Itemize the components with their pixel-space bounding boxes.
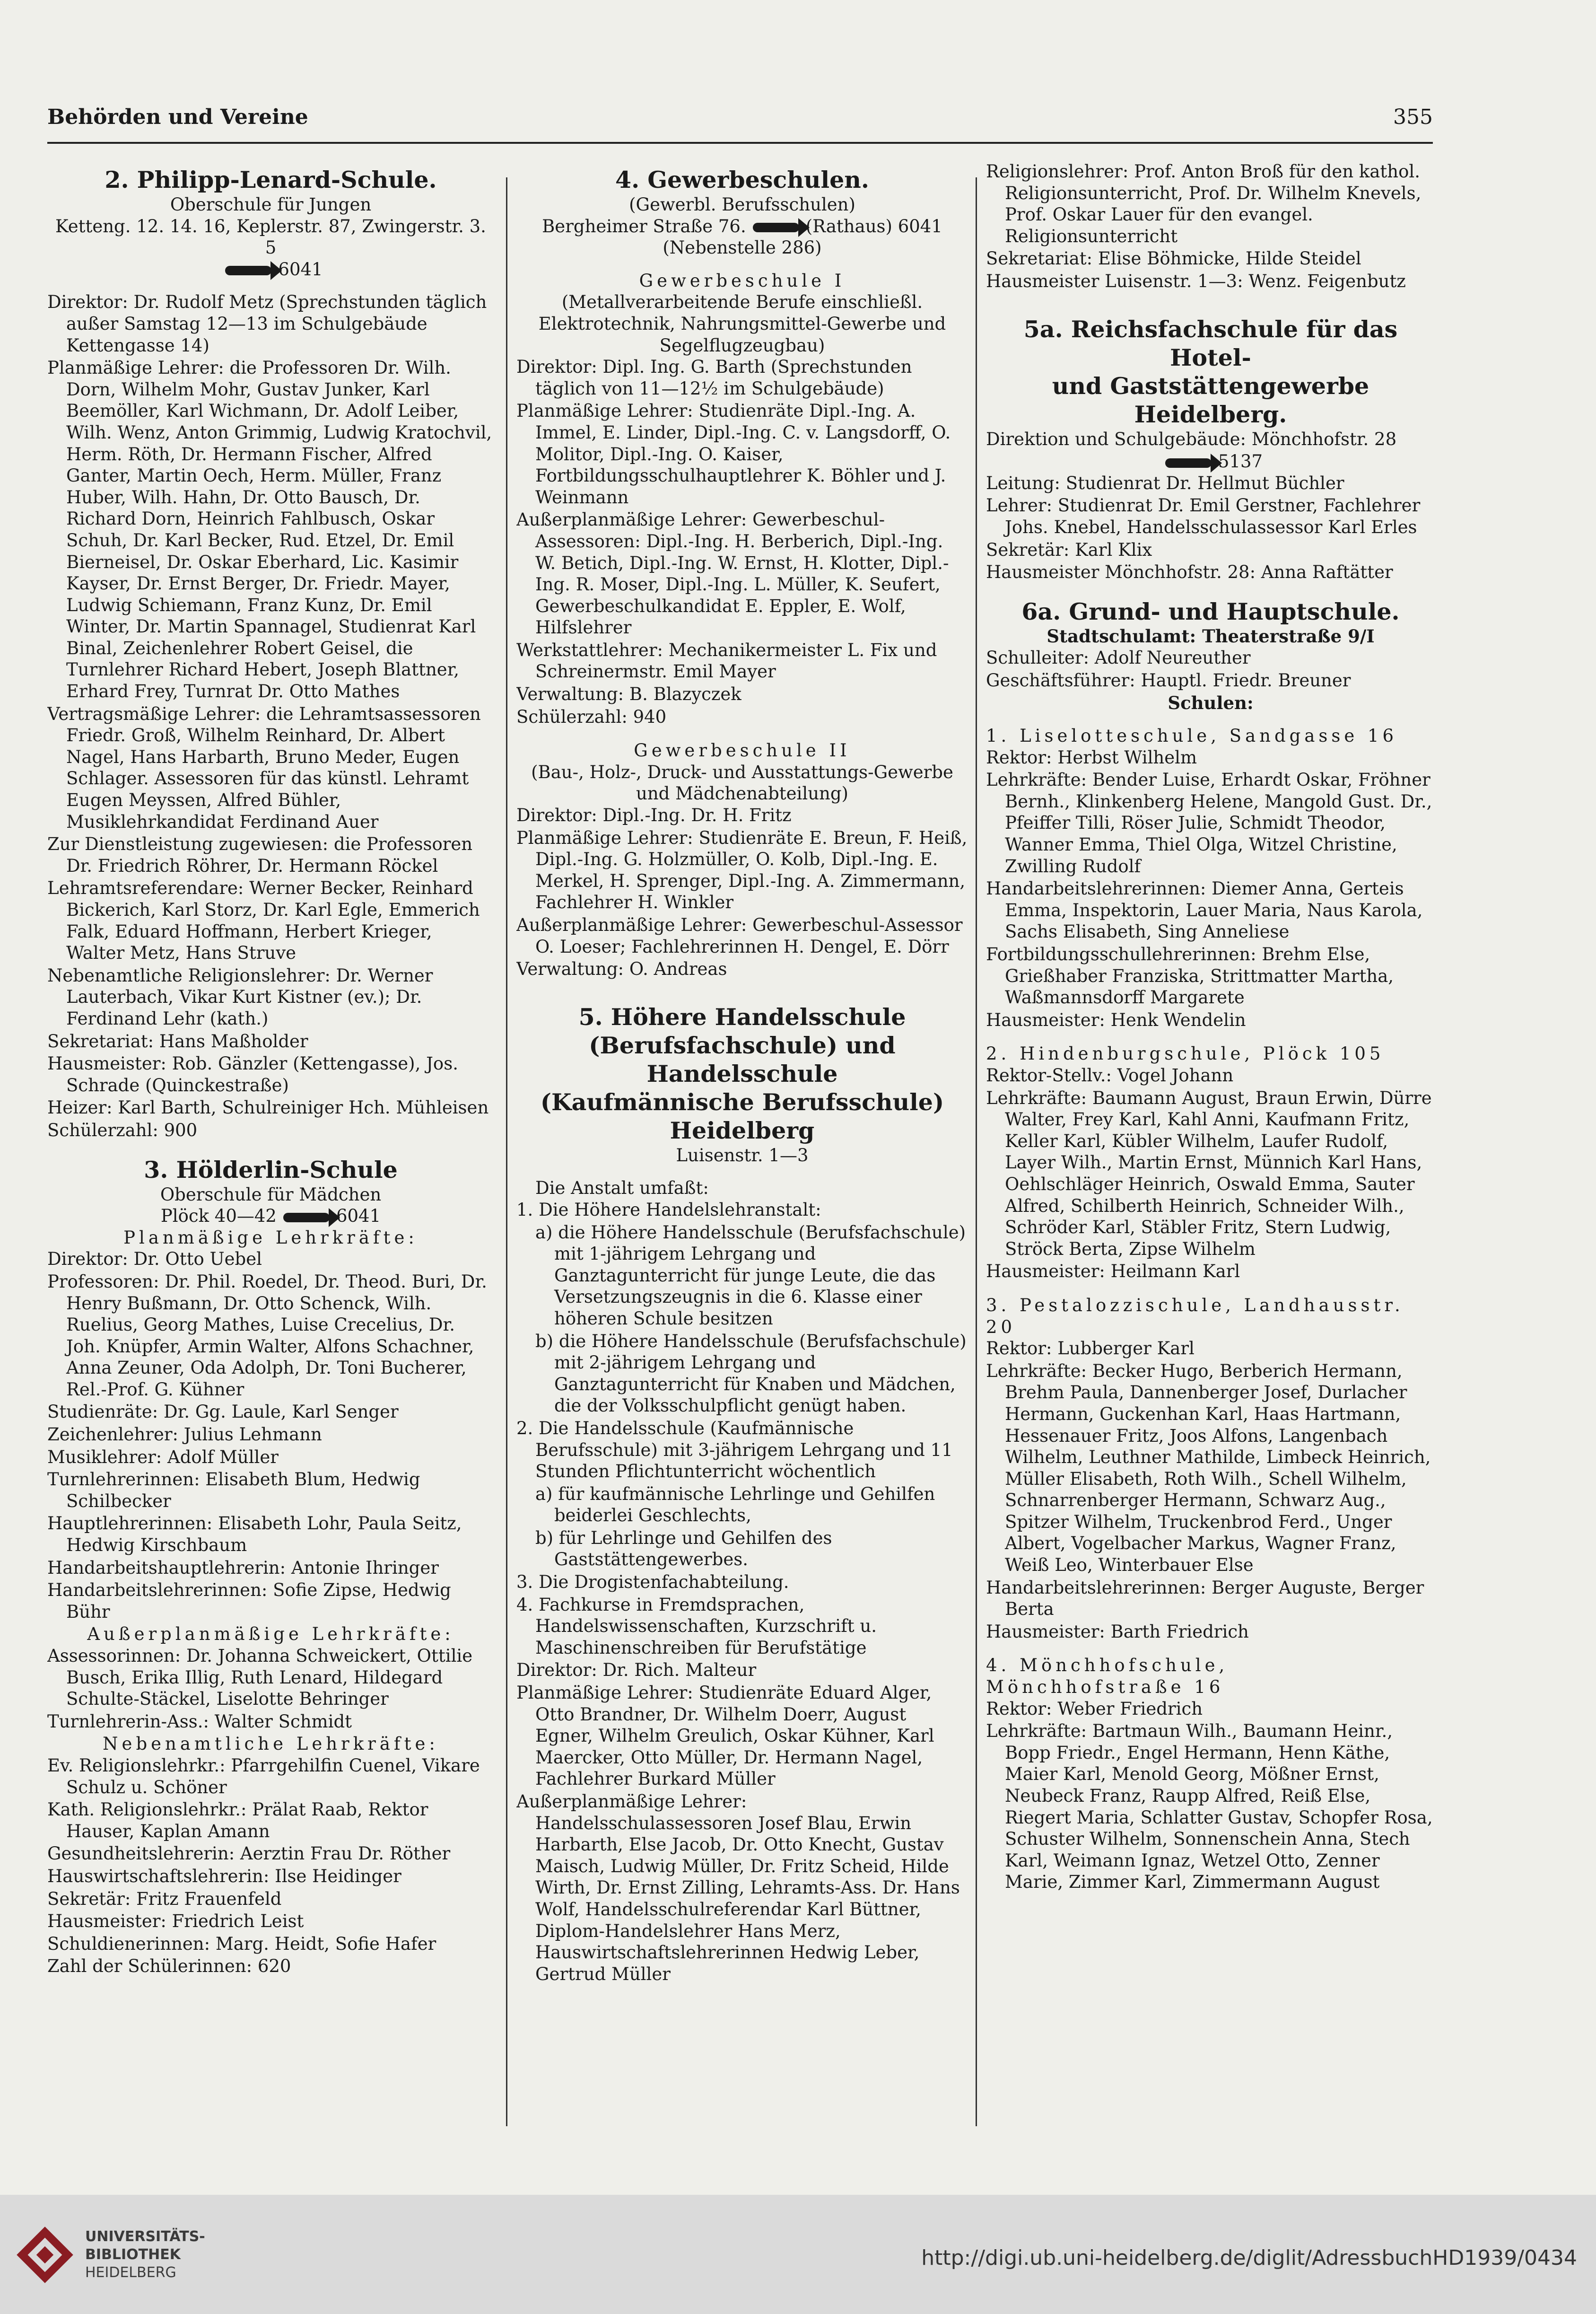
entry-caretaker: Hausmeister: Henk Wendelin [986, 1009, 1246, 1030]
subheading: Gewerbeschule I [639, 270, 846, 291]
column-divider [976, 177, 977, 2126]
column-right [986, 161, 1435, 2129]
subheading-desc: (Bau-, Holz-, Druck- und Ausstattungs-Gewerbe und Mädchenabteilung) [531, 762, 953, 804]
entry-secretary: Sekretär: Karl Klix [986, 539, 1152, 560]
list-item: 4. Fachkurse in Fremdsprachen, Handelswissenschaften, Kurzschrift u. Maschinenschreiben für Berufstätige [516, 1594, 877, 1658]
list-item: 1. Die Höhere Handelslehranstalt: [516, 1199, 821, 1220]
school-heading: 3. Pestalozzischule, Landhausstr. 20 [986, 1295, 1404, 1337]
entry-director: Direktor: Dipl. Ing. G. Barth (Sprechstunden täglich von 11—12½ im Schulgebäude) [516, 357, 912, 399]
entry-rector: Rektor-Stellv.: Vogel Johann [986, 1065, 1234, 1086]
entry-teachers: Lehrer: Studienrat Dr. Emil Gerstner, Fachlehrer Johs. Knebel, Handelsschulassessor Karl Erles [986, 495, 1421, 537]
entry-needlework: Handarbeitslehrerinnen: Diemer Anna, Gerteis Emma, Inspektorin, Lauer Maria, Naus Karola, Sachs Elisabeth, Sing Anneliese [986, 878, 1423, 942]
section-title: 6a. Grund- und Hauptschule. [1021, 597, 1400, 625]
section-title: 4. Gewerbeschulen. [615, 166, 869, 193]
school-address: Plöck 40—42 [160, 1206, 277, 1227]
entry-teachers: Lehrkräfte: Baumann August, Braun Erwin, Dürre Walter, Frey Karl, Kahl Anni, Kaufmann Fritz, Keller Karl, Kübler Wilhelm, Laufer Rudolf, Layer Wilh., Martin Ernst, Münnich Karl Hans, Oehlschläger Heinrich, Oswald Emma, Sauter Alfred, Schilberth Heinrich, Schneider Wilh., Schröder Karl, Stäbler Fritz, Stern Ludwig, Ströck Berta, Zipse Wilhelm [986, 1087, 1432, 1259]
entry-teachers: Lehrkräfte: Bender Luise, Erhardt Oskar, Fröhner Bernh., Klinkenberg Helene, Mangold Gust. Dr., Pfeiffer Tilli, Röser Julie, Schmidt Theodor, Wanner Emma, Thiel Olga, Witzel Christine, Zwilling Rudolf [986, 770, 1432, 877]
entry-rector: Rektor: Lubberger Karl [986, 1338, 1195, 1359]
entry-needlework: Handarbeitslehrerinnen: Berger Auguste, Berger Berta [986, 1577, 1424, 1620]
entry-religion: Religionslehrer: Prof. Anton Broß für den kathol. Religionsunterricht, Prof. Dr. Wilhelm Knevels, Prof. Oskar Lauer für den evangel. Religionsunterricht [986, 161, 1422, 246]
entry-teachers: Lehrkräfte: Bartmaun Wilh., Baumann Heinr., Bopp Friedr., Engel Hermann, Henn Käthe, Maier Karl, Menold Georg, Mößner Ernst, Neubeck Franz, Raupp Alfred, Reiß Else, Riegert Maria, Schlatter Gustav, Schopfer Rosa, Schuster Wilhelm, Sonnenschein Anna, Stech Karl, Weimann Ignaz, Wetzel Otto, Zenner Marie, Zimmer Karl, Zimmermann August [986, 1721, 1433, 1893]
entry-ev-religion: Ev. Religionslehrkr.: Pfarrgehilfin Cuenel, Vikare Schulz u. Schöner [47, 1755, 480, 1797]
page-header [47, 105, 1433, 138]
entry-director: Direktor: Dr. Otto Uebel [47, 1249, 262, 1270]
entry-teachers: Planmäßige Lehrer: die Professoren Dr. Wilh. Dorn, Wilhelm Mohr, Gustav Junker, Karl Beemöller, Karl Wichmann, Dr. Adolf Leiber, Wilh. Wenz, Anton Grimmig, Ludwig Kratochvil, Herm. Röth, Dr. Hermann Fischer, Alfred Ganter, Martin Oech, Herm. Müller, Franz Huber, Wilh. Hahn, Dr. Otto Bausch, Dr. Richard Dorn, Heinrich Fahlbusch, Oskar Schuh, Dr. Karl Becker, Rud. Etzel, Dr. Emil Bierneisel, Dr. Oskar Eberhard, Lic. Kasimir Kayser, Dr. Ernst Berger, Dr. Friedr. Mayer, Ludwig Schiemann, Franz Kunz, Dr. Emil Winter, Dr. Martin Spannagel, Studienrat Karl Binal, Zeichenlehrer Robert Geisel, die Turnlehrer Richard Hebert, Joseph Blattner, Erhard Frey, Turnrat Dr. Otto Mathes [47, 358, 492, 702]
entry-rector: Rektor: Herbst Wilhelm [986, 747, 1197, 768]
telephone-icon [1165, 458, 1212, 468]
phone-line [47, 1205, 494, 1227]
phone-number: 5137 [1218, 451, 1263, 472]
entry-caretaker: Hausmeister: Rob. Gänzler (Kettengasse), Jos. Schrade (Quinckestraße) [47, 1053, 458, 1096]
subheading: Schulen: [1168, 692, 1254, 713]
section-title: 2. Philipp-Lenard-Schule. [105, 166, 437, 193]
school-heading: 1. Liselotteschule, Sandgasse 16 [986, 726, 1398, 746]
intro-line: Die Anstalt umfaßt: [535, 1178, 709, 1199]
list-item: 3. Die Drogistenfachabteilung. [516, 1572, 789, 1593]
entry-manager: Geschäftsführer: Hauptl. Friedr. Breuner [986, 670, 1351, 691]
entry-leadership: Leitung: Studienrat Dr. Hellmut Büchler [986, 473, 1344, 493]
telephone-icon [225, 266, 271, 275]
phone-line [516, 216, 968, 237]
entry-director: Direktor: Dr. Rich. Malteur [516, 1660, 757, 1681]
section-title: und Gaststättengewerbe Heidelberg. [1052, 372, 1369, 428]
entry-gym: Turnlehrerinnen: Elisabeth Blum, Hedwig Schilbecker [47, 1469, 420, 1511]
branch-line: (Nebenstelle 286) [663, 237, 822, 258]
school-type: Oberschule für Jungen [170, 194, 372, 215]
phone-line [47, 259, 494, 280]
page-number: 355 [1393, 105, 1433, 129]
entry-caretaker: Hausmeister: Barth Friedrich [986, 1621, 1249, 1642]
school-heading: 4. Mönchhofschule, Mönchhofstraße 16 [986, 1655, 1229, 1698]
column-divider [506, 177, 507, 2126]
entry-drawing: Zeichenlehrer: Julius Lehmann [47, 1424, 322, 1445]
school-address: Bergheimer Straße 76. [542, 216, 746, 237]
section-title: 5a. Reichsfachschule für das Hotel- [1023, 315, 1398, 371]
entry-teachers: Planmäßige Lehrer: Studienräte E. Breun, F. Heiß, Dipl.-Ing. G. Holzmüller, O. Kolb, Dipl.-Ing. E. Merkel, H. Sprenger, Dipl.-Ing. A. Zimmermann, Fachlehrer H. Winkler [516, 827, 968, 913]
entry-secretariat: Sekretariat: Hans Maßholder [47, 1031, 308, 1052]
subheading: Außerplanmäßige Lehrkräfte: [87, 1624, 454, 1645]
school-office: Stadtschulamt: Theaterstraße 9/I [1047, 625, 1375, 647]
entry-teachers: Planmäßige Lehrer: Studienräte Eduard Alger, Otto Brandner, Dr. Wilhelm Doerr, August Egner, Wilhelm Greulich, Oskar Kühner, Karl Maercker, Otto Müller, Dr. Hermann Nagel, Fachlehrer Burkard Müller [516, 1683, 934, 1789]
entry-gym-assessor: Turnlehrerin-Ass.: Walter Schmidt [47, 1711, 352, 1732]
entry-health: Gesundheitslehrerin: Aerztin Frau Dr. Röther [47, 1843, 451, 1864]
library-name: UNIVERSITÄTS- BIBLIOTHEK HEIDELBERG [85, 2228, 205, 2281]
entry-admin: Verwaltung: O. Andreas [516, 959, 727, 980]
section-title: 5. Höhere Handelsschule [578, 1003, 906, 1031]
entry-head-teachers: Hauptlehrerinnen: Elisabeth Lohr, Paula Seitz, Hedwig Kirschbaum [47, 1513, 462, 1556]
school-address: Direktion und Schulgebäude: Mönchhofstr. 28 [986, 429, 1397, 449]
entry-heater: Heizer: Karl Barth, Schulreiniger Hch. Mühleisen [47, 1097, 489, 1118]
subheading-desc: (Metallverarbeitende Berufe einschließl. Elektrotechnik, Nahrungsmittel-Gewerbe und Segelflugzeugbau) [538, 292, 946, 356]
entry-contract-teachers: Vertragsmäßige Lehrer: die Lehramtsassessoren Friedr. Groß, Wilhelm Reinhard, Dr. Albert Nagel, Hans Harbarth, Bruno Meder, Eugen Schlager. Assessoren für das künstl. Lehramt Eugen Meyssen, Alfred Bühler, Musiklehrkandidat Ferdinand Auer [47, 703, 481, 832]
telephone-icon [283, 1213, 330, 1222]
section-title: (Kaufmännische Berufsschule) Heidelberg [540, 1088, 944, 1144]
entry-religion: Nebenamtliche Religionslehrer: Dr. Werner Lauterbach, Vikar Kurt Kistner (ev.); Dr. Ferdinand Lehr (kath.) [47, 965, 433, 1029]
entry-rector: Rektor: Weber Friedrich [986, 1698, 1203, 1719]
entry-professors: Professoren: Dr. Phil. Roedel, Dr. Theod. Buri, Dr. Henry Bußmann, Dr. Otto Schenck, Wilh. Ruelius, Georg Mathes, Luise Crecelius, Dr. Joh. Knüpfer, Armin Walter, Alfons Schachner, Anna Zeuner, Oda Adolph, Dr. Toni Bucherer, Rel.-Prof. G. Kühner [47, 1271, 487, 1400]
entry-continuation: Fortbildungsschullehrerinnen: Brehm Else, Grießhaber Franziska, Strittmatter Martha, Waßmannsdorff Margarete [986, 944, 1394, 1008]
entry-assessors: Assessorinnen: Dr. Johanna Schweickert, Ottilie Busch, Erika Illig, Ruth Lenard, Hildegard Schulte-Stäckel, Liselotte Behringer [47, 1646, 473, 1709]
entry-extra-teachers: Außerplanmäßige Lehrer: Gewerbeschul-Assessoren: Dipl.-Ing. H. Berberich, Dipl.-Ing. W. Betich, Dipl.-Ing. W. Ernst, H. Klotter, Dipl.-Ing. R. Moser, Dipl.-Ing. L. Müller, K. Seufert, Gewerbeschulkandidat E. Eppler, E. Wolf, Hilfslehrer [516, 509, 949, 638]
entry-secretary: Sekretär: Fritz Frauenfeld [47, 1888, 282, 1909]
entry-director: Direktor: Dr. Rudolf Metz (Sprechstunden täglich außer Samstag 12—13 im Schulgebäude Kettengasse 14) [47, 292, 487, 356]
school-heading: 2. Hindenburgschule, Plöck 105 [986, 1043, 1385, 1064]
university-library-logo [14, 2224, 76, 2286]
running-title: Behörden und Vereine [47, 105, 308, 129]
column-left [47, 161, 494, 2129]
school-address: Ketteng. 12. 14. 16, Keplerstr. 87, Zwingerstr. 3. 5 [55, 216, 486, 258]
entry-caretaker: Hausmeister: Friedrich Leist [47, 1911, 304, 1932]
entry-kath-religion: Kath. Religionslehrkr.: Prälat Raab, Rektor Hauser, Kaplan Amann [47, 1799, 428, 1841]
entry-secretariat: Sekretariat: Elise Böhmicke, Hilde Steidel [986, 248, 1361, 269]
list-item: 2. Die Handelsschule (Kaufmännische Berufsschule) mit 3-jährigem Lehrgang und 11 Stunden Pflichtunterricht wöchentlich [516, 1418, 953, 1482]
entry-pupils: Schülerzahl: 940 [516, 706, 667, 727]
entry-referendare: Lehramtsreferendare: Werner Becker, Reinhard Bickerich, Karl Storz, Dr. Karl Egle, Emmerich Falk, Eduard Hoffmann, Herbert Krieger, Walter Metz, Hans Struve [47, 878, 480, 964]
entry-director: Direktor: Dipl.-Ing. Dr. H. Fritz [516, 805, 792, 826]
entry-teachers: Lehrkräfte: Becker Hugo, Berberich Hermann, Brehm Paula, Dannenberger Josef, Durlacher Hermann, Guckenhan Karl, Haas Hartmann, Hessenauer Fritz, Joos Alfons, Langenbach Wilhelm, Leuthner Mathilde, Limbeck Heinrich, Müller Elisabeth, Roth Wilh., Schell Wilhelm, Schnarrenberger Hermann, Schwarz Aug., Spitzer Wilhelm, Truckenbrod Ferd., Unger Albert, Vogelbacher Markus, Wagner Franz, Weiß Leo, Winterbauer Else [986, 1360, 1431, 1576]
list-subitem: b) die Höhere Handelsschule (Berufsfachschule) mit 2-jährigem Lehrgang und Ganztagunterricht für Knaben und Mädchen, die der Volksschulpflicht genügt haben. [535, 1331, 967, 1416]
entry-school-leader: Schulleiter: Adolf Neureuther [986, 648, 1251, 668]
subheading: Nebenamtliche Lehrkräfte: [103, 1734, 439, 1754]
school-address: Luisenstr. 1—3 [676, 1145, 809, 1166]
entry-workshop: Werkstattlehrer: Mechanikermeister L. Fix und Schreinermstr. Emil Mayer [516, 640, 937, 682]
subheading: Gewerbeschule II [634, 740, 851, 761]
entry-extra-teachers: Außerplanmäßige Lehrer: Gewerbeschul-Assessor O. Loeser; Fachlehrerinnen H. Dengel, E. Dörr [516, 915, 963, 957]
school-type: Oberschule für Mädchen [160, 1184, 382, 1205]
entry-music: Musiklehrer: Adolf Müller [47, 1446, 279, 1467]
entry-caretaker: Hausmeister Luisenstr. 1—3: Wenz. Feigenbutz [986, 271, 1406, 291]
list-subitem: a) die Höhere Handelsschule (Berufsfachschule) mit 1-jährigem Lehrgang und Ganztagunterricht für junge Leute, die das Versetzungszeugnis in die 6. Klasse einer höheren Schule besitzen [535, 1222, 966, 1329]
phone-line [986, 451, 1435, 473]
phone-number: 6041 [278, 259, 323, 280]
phone-number: (Rathaus) 6041 [805, 216, 942, 237]
header-rule [47, 142, 1433, 144]
entry-admin: Verwaltung: B. Blazyczek [516, 684, 741, 705]
entry-assigned: Zur Dienstleistung zugewiesen: die Professoren Dr. Friedrich Röhrer, Dr. Hermann Röckel [47, 834, 473, 876]
entry-pupils: Zahl der Schülerinnen: 620 [47, 1956, 291, 1977]
entry-extra-teachers: Außerplanmäßige Lehrer: Handelsschulassessoren Josef Blau, Erwin Harbarth, Else Jacob, Dr. Otto Knecht, Gustav Maisch, Ludwig Müller, Dr. Fritz Scheid, Hilde Wirth, Dr. Ernst Zilling, Lehramts-Ass. Dr. Hans Wolf, Handelsschulreferendar Karl Büttner, Diplom-Handelslehrer Hans Merz, Hauswirtschaftslehrerinnen Hedwig Leber, Gertrud Müller [516, 1791, 960, 1984]
telephone-icon [753, 223, 799, 232]
entry-caretaker: Hausmeister Mönchhofstr. 28: Anna Raftätter [986, 562, 1393, 583]
entry-caretaker: Hausmeister: Heilmann Karl [986, 1261, 1240, 1282]
entry-cleaners: Schuldienerinnen: Marg. Heidt, Sofie Hafer [47, 1933, 436, 1954]
entry-pupils: Schülerzahl: 900 [47, 1120, 198, 1140]
section-title: 3. Hölderlin-Schule [144, 1156, 398, 1183]
viewer-footer [0, 2195, 1596, 2314]
entry-needlework: Handarbeitslehrerinnen: Sofie Zipse, Hedwig Bühr [47, 1580, 451, 1622]
phone-number: 6041 [336, 1206, 381, 1227]
entry-teachers: Planmäßige Lehrer: Studienräte Dipl.-Ing. A. Immel, E. Linder, Dipl.-Ing. C. v. Langsdorff, O. Molitor, Dipl.-Ing. O. Kaiser, Fortbildungsschulhauptlehrer K. Böhler und J. Weinmann [516, 401, 951, 508]
list-subitem: a) für kaufmännische Lehrlinge und Gehilfen beiderlei Geschlechts, [535, 1483, 935, 1526]
section-title: (Berufsfachschule) und Handelsschule [589, 1031, 896, 1087]
subheading: Planmäßige Lehrkräfte: [123, 1227, 418, 1248]
list-subitem: b) für Lehrlinge und Gehilfen des Gaststättengewerbes. [535, 1527, 832, 1570]
permalink-url[interactable]: http://digi.ub.uni-heidelberg.de/diglit/AdressbuchHD1939/0434 [921, 2246, 1577, 2270]
entry-studienraete: Studienräte: Dr. Gg. Laule, Karl Senger [47, 1402, 399, 1422]
entry-household: Hauswirtschaftslehrerin: Ilse Heidinger [47, 1866, 401, 1886]
entry-needlework-head: Handarbeitshauptlehrerin: Antonie Ihringer [47, 1557, 439, 1578]
section-subtitle: (Gewerbl. Berufsschulen) [629, 194, 855, 215]
column-middle [516, 161, 968, 2129]
